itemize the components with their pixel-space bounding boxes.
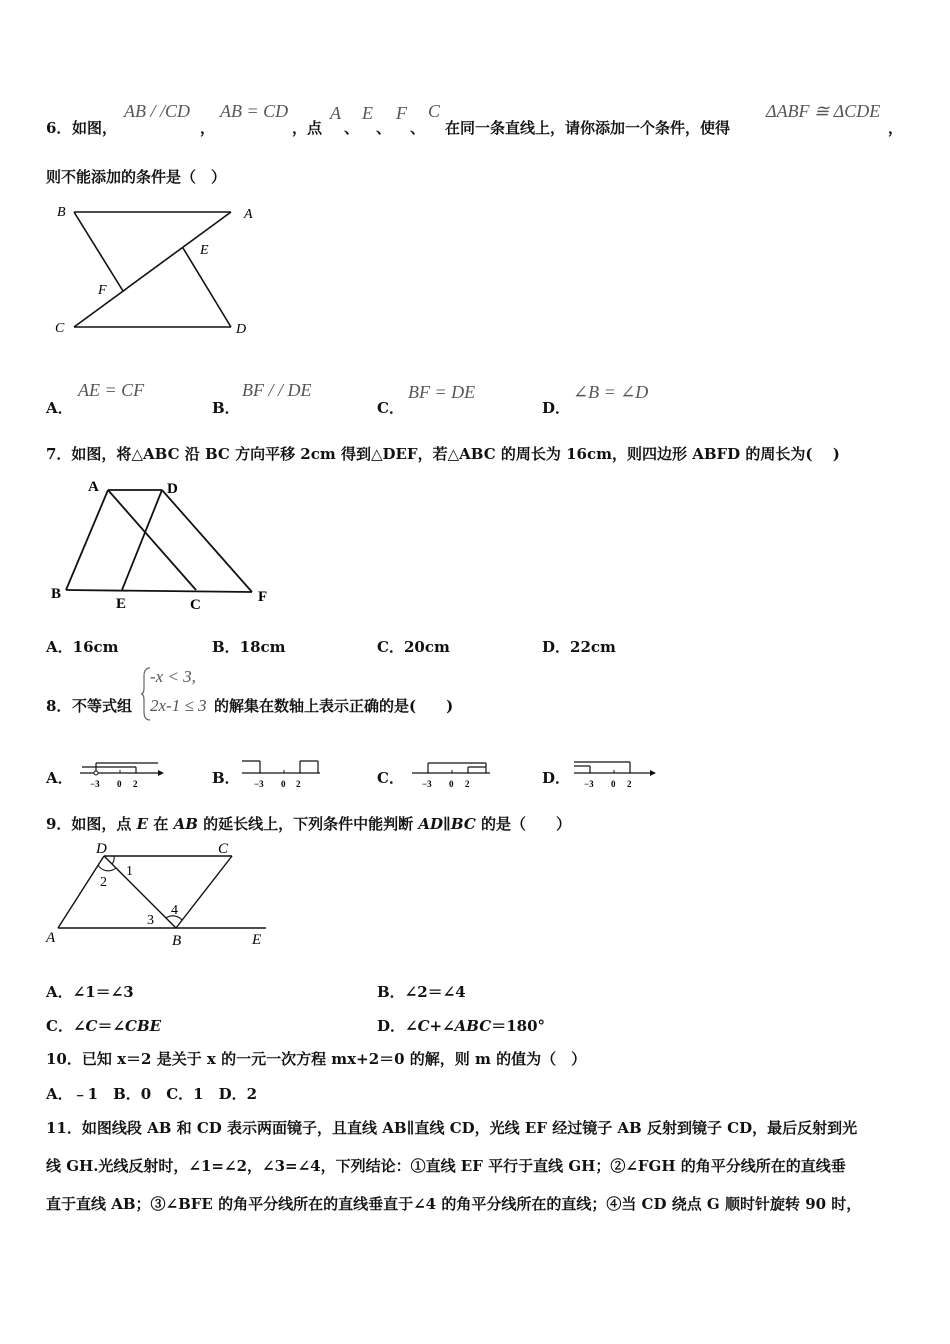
q9-label-A: A — [46, 930, 56, 946]
q9-angle-2: 2 — [100, 875, 107, 890]
q7-option-c: C．20cm — [377, 638, 450, 656]
q9-label-B: B — [172, 933, 182, 949]
q9-option-c: C．∠C＝∠CBE — [46, 1017, 162, 1035]
q11-line-2: 线 GH.光线反射时，∠1=∠2，∠3=∠4，下列结论：①直线 EF 平行于直线 GH；②∠FGH 的角平分线所在的直线垂 — [46, 1157, 846, 1175]
q6-label-E: E — [200, 243, 209, 258]
q11-line-1: 11．如图线段 AB 和 CD 表示两面镜子，且直线 AB∥直线 CD，光线 EF 经过镜子 AB 反射到镜子 CD，最后反射到光 — [46, 1119, 858, 1137]
q8a-tick-2: 2 — [133, 779, 138, 789]
q6-point-word: ，点 — [292, 119, 323, 137]
q8-numberline-c — [408, 757, 498, 793]
q8-option-d-label: D． — [542, 769, 571, 787]
q7-seg-DE — [122, 490, 162, 590]
q9-label-C: C — [218, 841, 229, 857]
q6-math-parallel: AB / /CD — [124, 101, 190, 121]
q8b-tick-0: 0 — [281, 779, 286, 789]
q6-point-C: C — [428, 101, 441, 121]
q8-inequality-1: -x < 3, — [150, 667, 196, 686]
q10-options: A．﹣1 B．0 C．1 D．2 — [46, 1085, 258, 1103]
q6-option-d-label: D． — [542, 399, 571, 417]
q8-numberline-a — [76, 757, 166, 793]
q6-math-equal: AB = CD — [220, 101, 289, 121]
q6-condition-text: 在同一条直线上，请你添加一个条件，使得 — [445, 119, 731, 137]
q7-label-C: C — [190, 597, 201, 613]
q6-seg-DE — [183, 248, 231, 327]
q7-option-a: A．16cm — [46, 638, 119, 656]
q6-question-line-2: 则不能添加的条件是（ ） — [46, 168, 227, 186]
q6-option-d-math: ∠B = ∠D — [573, 382, 649, 402]
q9-option-d: D．∠C+∠ABC＝180° — [377, 1017, 546, 1035]
q6-option-c-math: BF = DE — [408, 382, 476, 402]
q8-option-a-label: A． — [46, 769, 73, 787]
q11-line-3: 直于直线 AB；③∠BFE 的角平分线所在的直线垂直于∠4 的角平分线所在的直线；④当 CD 绕点 G 顺时针旋转 90 时， — [46, 1195, 862, 1213]
q7-seg-BF — [66, 590, 252, 592]
q9-label-E: E — [252, 932, 262, 948]
q6-point-A: A — [330, 103, 341, 123]
q8c-tick-neg3: −3 — [422, 779, 432, 789]
q8-option-b-label: B． — [212, 769, 240, 787]
q9-option-a: A．∠1＝∠3 — [46, 983, 134, 1001]
q6-sep-2: 、 — [376, 119, 392, 137]
q9-angle-4: 4 — [171, 903, 178, 918]
q6-point-E: E — [362, 103, 373, 123]
q8-question-text: 的解集在数轴上表示正确的是( ) — [214, 697, 454, 715]
q9-label-D: D — [96, 841, 107, 857]
q6-point-F: F — [396, 103, 407, 123]
q6-intro: 如图， — [72, 119, 118, 137]
q9-seg-CB — [176, 856, 232, 928]
q7-option-d: D．22cm — [542, 638, 616, 656]
q8-intro: 不等式组 — [72, 697, 133, 715]
q6-label-C: C — [55, 321, 65, 336]
q8-numberline-d — [570, 757, 660, 793]
q9-question-text: 9．如图，点 E 在 AB 的延长线上，下列条件中能判断 AD∥BC 的是（ ） — [46, 815, 572, 833]
q6-comma-1: ， — [200, 119, 216, 137]
q7-figure — [46, 474, 281, 616]
q6-option-c-label: C． — [377, 399, 404, 417]
q6-option-b-label: B． — [212, 399, 240, 417]
q8-numberline-b — [238, 757, 328, 793]
q9-seg-DB — [104, 856, 176, 928]
q7-label-D: D — [167, 481, 178, 497]
q6-label-D: D — [236, 322, 247, 337]
q7-label-A: A — [88, 479, 99, 495]
q6-option-a-math: AE = CF — [78, 380, 145, 400]
q7-option-b: B．18cm — [212, 638, 286, 656]
q7-label-E: E — [116, 596, 127, 612]
q6-seg-AC — [74, 212, 231, 327]
q8d-tick-0: 0 — [611, 779, 616, 789]
q8d-tick-2: 2 — [627, 779, 632, 789]
q8-number: 8． — [46, 697, 72, 715]
q6-seg-BF — [74, 212, 123, 291]
q8b-tick-neg3: −3 — [254, 779, 264, 789]
q7-label-B: B — [51, 586, 62, 602]
q6-option-b-math: BF / / DE — [242, 380, 312, 400]
q6-number: 6． — [46, 119, 72, 137]
q8d-tick-neg3: −3 — [584, 779, 594, 789]
q6-figure — [48, 198, 268, 343]
q6-label-A: A — [244, 207, 253, 222]
q10-question-text: 10．已知 x＝2 是关于 x 的一元一次方程 mx+2＝0 的解，则 m 的值为（ ） — [46, 1050, 587, 1068]
q6-label-B: B — [57, 205, 66, 220]
q9-seg-DA — [58, 856, 104, 928]
q9-angle-3: 3 — [147, 913, 154, 928]
q9-angle-1: 1 — [126, 864, 133, 879]
q6-math-congruent: ΔABF ≅ ΔCDE — [766, 101, 881, 121]
q6-label-F: F — [98, 283, 107, 298]
q8-option-c-label: C． — [377, 769, 404, 787]
q8c-tick-2: 2 — [465, 779, 470, 789]
q6-option-a-label: A． — [46, 399, 73, 417]
q6-sep-1: 、 — [344, 119, 360, 137]
q6-sep-3: 、 — [410, 119, 426, 137]
q8a-tick-neg3: −3 — [90, 779, 100, 789]
q8-inequality-2: 2x-1 ≤ 3 — [150, 696, 207, 715]
q9-option-b: B．∠2＝∠4 — [377, 983, 466, 1001]
q7-seg-DF — [162, 490, 252, 592]
q7-label-F: F — [258, 589, 268, 605]
q8c-tick-0: 0 — [449, 779, 454, 789]
q7-seg-AC — [108, 490, 196, 590]
q7-seg-AB — [66, 490, 108, 590]
q8a-tick-0: 0 — [117, 779, 122, 789]
q8b-tick-2: 2 — [296, 779, 301, 789]
q7-question-text: 7．如图，将△ABC 沿 BC 方向平移 2cm 得到△DEF，若△ABC 的周长为 16cm，则四边形 ABFD 的周长为( ) — [46, 445, 840, 463]
q9-figure — [42, 838, 272, 950]
q6-comma-3: ， — [888, 119, 904, 137]
